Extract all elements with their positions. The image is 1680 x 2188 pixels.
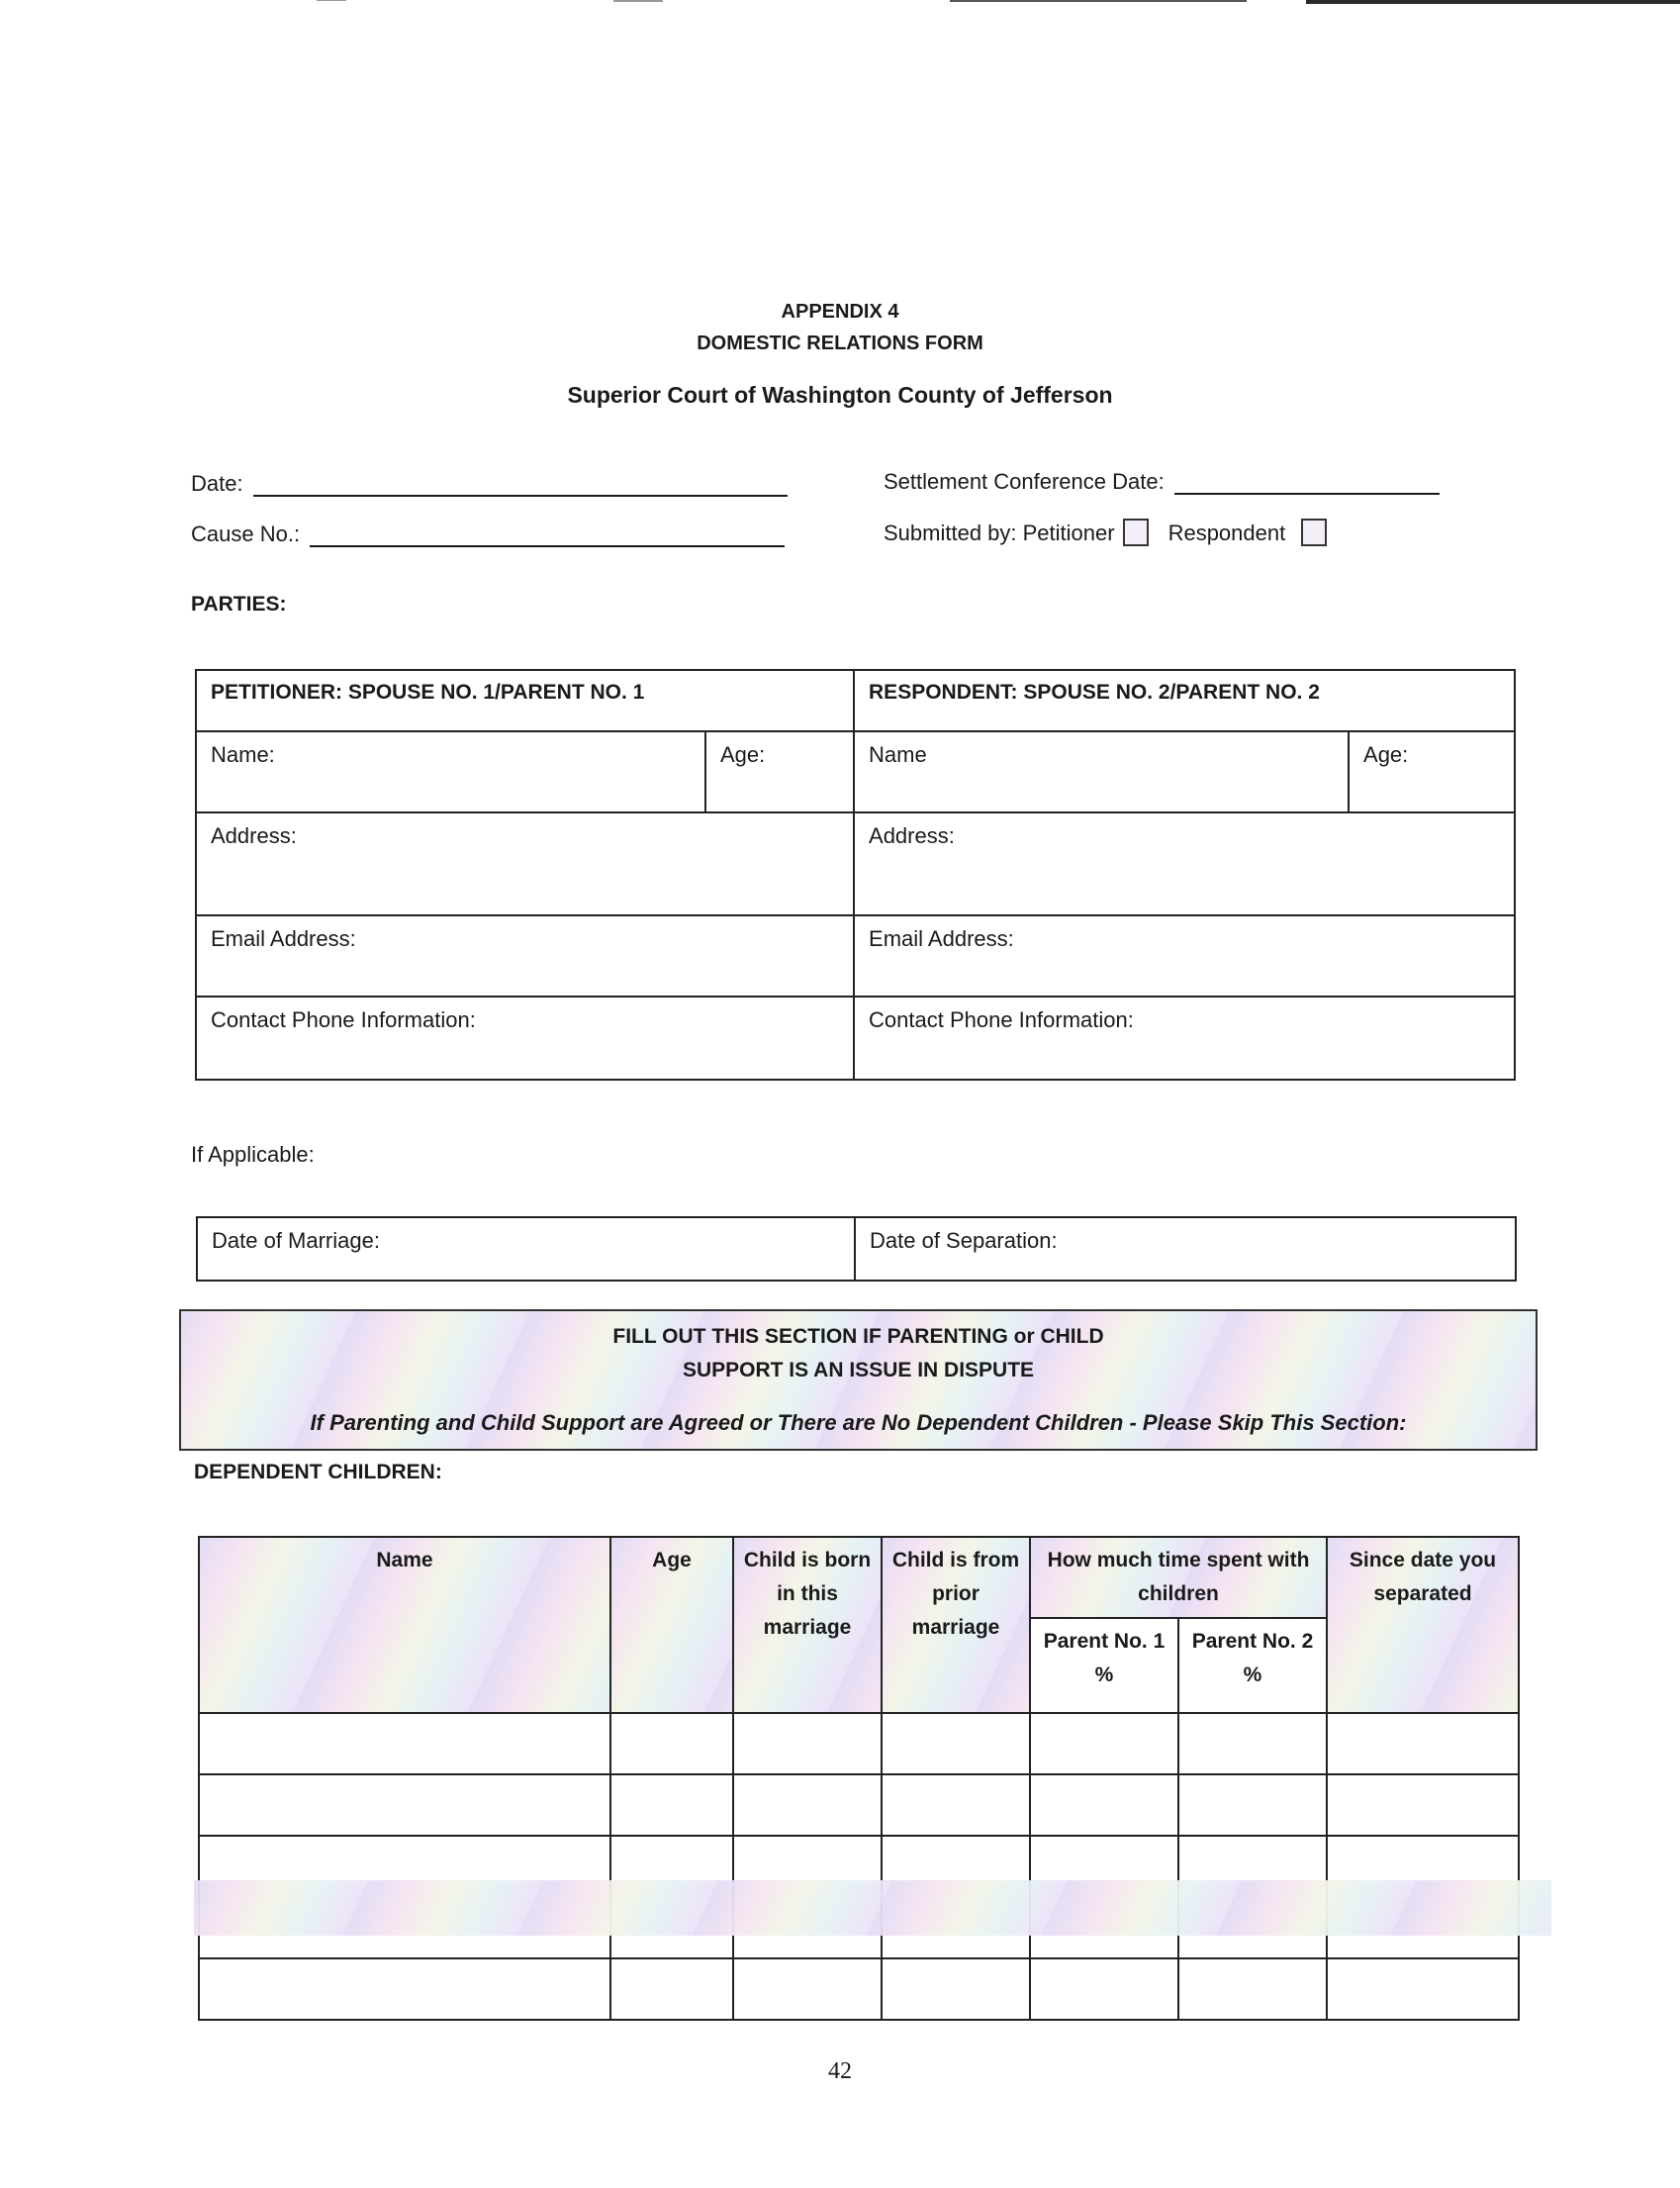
parent-1-percent-cell[interactable] (1030, 1958, 1178, 2020)
form-title: DOMESTIC RELATIONS FORM (697, 333, 983, 354)
date-of-separation-field[interactable] (855, 1217, 1516, 1281)
col-header-born-this-marriage: Child is born in this marriage (733, 1537, 882, 1713)
dependent-children-table (198, 1536, 1520, 2021)
date-of-marriage-field[interactable] (197, 1217, 855, 1281)
parent-1-percent-cell[interactable] (1030, 1774, 1178, 1836)
parties-label: PARTIES: (191, 593, 287, 616)
petitioner-address-field[interactable] (196, 812, 854, 915)
col-header-time-spent: How much time spent with children (1030, 1537, 1327, 1618)
respondent-name-label: Name (869, 742, 927, 767)
respondent-phone-field[interactable] (854, 997, 1515, 1080)
parent-2-percent-cell[interactable] (1178, 1713, 1327, 1774)
petitioner-phone-field[interactable] (196, 997, 854, 1080)
prior-marriage-cell[interactable] (882, 1958, 1030, 2020)
respondent-address-field[interactable] (854, 812, 1515, 915)
born-this-marriage-cell[interactable] (733, 1713, 882, 1774)
col-header-name: Name (199, 1537, 610, 1713)
child-age-cell[interactable] (610, 1774, 733, 1836)
date-label: Date: (191, 471, 243, 496)
respondent-email-field[interactable] (854, 915, 1515, 997)
respondent-name-field[interactable] (854, 731, 1349, 812)
respondent-age-field[interactable] (1349, 731, 1515, 812)
petitioner-age-field[interactable] (705, 731, 854, 812)
banner-skip-instruction: If Parenting and Child Support are Agreed or There are No Dependent Children - Please Skip This Section: (310, 1410, 1407, 1435)
prior-marriage-cell[interactable] (882, 1713, 1030, 1774)
petitioner-email-label: Email Address: (211, 926, 356, 951)
respondent-label: Respondent (1167, 521, 1286, 545)
child-name-cell[interactable] (199, 1958, 610, 2020)
scan-artifact (317, 0, 346, 1)
petitioner-name-field[interactable] (196, 731, 705, 812)
parties-table (195, 669, 1516, 1081)
scan-artifact (613, 0, 663, 2)
parent-1-percent-cell[interactable] (1030, 1713, 1178, 1774)
petitioner-age-label: Age: (720, 742, 766, 767)
scan-artifact (1306, 0, 1680, 4)
col-header-parent-1-percent: Parent No. 1 % (1030, 1618, 1178, 1713)
parent-2-percent-cell[interactable] (1178, 1958, 1327, 2020)
date-input[interactable] (253, 477, 788, 497)
respondent-checkbox[interactable] (1301, 519, 1327, 546)
child-age-cell[interactable] (610, 1713, 733, 1774)
submitted-by-label: Submitted by: Petitioner (884, 521, 1115, 545)
table-row (199, 1713, 1519, 1774)
respondent-age-label: Age: (1363, 742, 1409, 767)
col-header-age: Age (610, 1537, 733, 1713)
born-this-marriage-cell[interactable] (733, 1774, 882, 1836)
date-of-separation-label: Date of Separation: (870, 1228, 1058, 1253)
banner-line-2: SUPPORT IS AN ISSUE IN DISPUTE (682, 1359, 1035, 1381)
respondent-heading: RESPONDENT: SPOUSE NO. 2/PARENT NO. 2 (854, 670, 1515, 731)
born-this-marriage-cell[interactable] (733, 1958, 882, 2020)
petitioner-name-label: Name: (211, 742, 275, 767)
respondent-phone-label: Contact Phone Information: (869, 1007, 1134, 1032)
court-title: Superior Court of Washington County of Jefferson (567, 382, 1113, 408)
col-header-parent-2-percent: Parent No. 2 % (1178, 1618, 1327, 1713)
table-row (199, 1774, 1519, 1836)
banner-line-1: FILL OUT THIS SECTION IF PARENTING or CHILD (612, 1325, 1104, 1348)
settlement-date-label: Settlement Conference Date: (884, 469, 1165, 494)
page-number: 42 (828, 2058, 852, 2084)
cause-number-input[interactable] (310, 527, 785, 547)
petitioner-address-label: Address: (211, 823, 297, 848)
parent-2-percent-cell[interactable] (1178, 1774, 1327, 1836)
submitted-by-field (884, 519, 1327, 546)
col-header-prior-marriage: Child is from prior marriage (882, 1537, 1030, 1713)
cause-number-field (191, 522, 785, 547)
marriage-dates-table (196, 1216, 1517, 1282)
child-name-cell[interactable] (199, 1774, 610, 1836)
since-separated-cell[interactable] (1327, 1713, 1519, 1774)
respondent-address-label: Address: (869, 823, 955, 848)
scan-artifact (950, 0, 1247, 2)
petitioner-heading: PETITIONER: SPOUSE NO. 1/PARENT NO. 1 (196, 670, 854, 731)
table-row (199, 1958, 1519, 2020)
appendix-heading: APPENDIX 4 (781, 301, 899, 323)
parenting-section-banner (179, 1309, 1538, 1451)
date-field (191, 471, 788, 497)
if-applicable-label: If Applicable: (191, 1142, 315, 1167)
date-of-marriage-label: Date of Marriage: (212, 1228, 380, 1253)
petitioner-phone-label: Contact Phone Information: (211, 1007, 476, 1032)
settlement-date-input[interactable] (1174, 475, 1440, 495)
scan-artifact-streak (194, 1880, 1551, 1936)
col-header-since-separated: Since date you separated (1327, 1537, 1519, 1713)
since-separated-cell[interactable] (1327, 1958, 1519, 2020)
settlement-date-field (884, 469, 1440, 495)
cause-number-label: Cause No.: (191, 522, 301, 546)
petitioner-checkbox[interactable] (1123, 519, 1149, 546)
prior-marriage-cell[interactable] (882, 1774, 1030, 1836)
dependent-children-label: DEPENDENT CHILDREN: (194, 1461, 442, 1483)
since-separated-cell[interactable] (1327, 1774, 1519, 1836)
respondent-email-label: Email Address: (869, 926, 1014, 951)
child-age-cell[interactable] (610, 1958, 733, 2020)
petitioner-email-field[interactable] (196, 915, 854, 997)
child-name-cell[interactable] (199, 1713, 610, 1774)
